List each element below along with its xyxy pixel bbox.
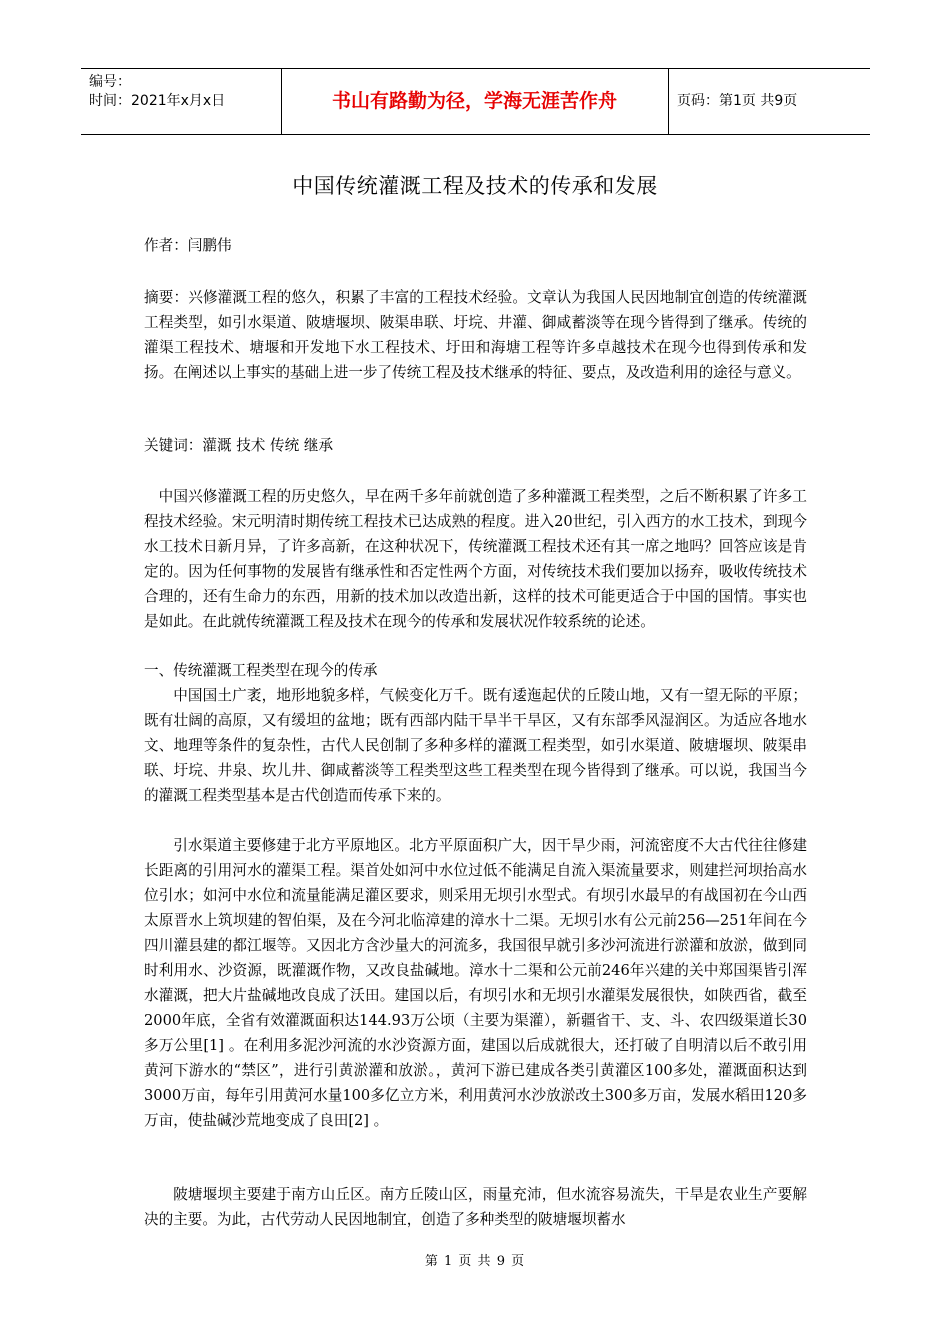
body-paragraph: 引水渠道主要修建于北方平原地区。北方平原面积广大，因干旱少雨，河流密度不大古代往往修建长距离的引用河水的灌渠工程。渠首处如河中水位过低不能满足自流入渠流量要求，则建拦河坝抬高水位引水；如河中水位和流量能满足灌区要求，则采用无坝引水型式。有坝引水最早的有战国初在今山西太原晋水上筑坝建的智伯渠，及在今河北临漳建的漳水十二渠。无坝引水有公元前256—251年间在今四川灌县建的都江堰等。又因北方含沙量大的河流多，我国很早就引多沙河流进行淤灌和放淤，做到同时利用水、沙资源，既灌溉作物，又改良盐碱地。漳水十二渠和公元前246年兴建的关中郑国渠皆引浑水灌溉，把大片盐碱地改良成了沃田。建国以后，有坝引水和无坝引水灌渠发展很快，如陕西省，截至2000年底，全省有效灌溉面积达144.93万公顷（主要为渠灌），新疆省干、支、斗、农四级渠道长30多万公里[1] 。在利用多泥沙河流的水沙资源方面，建国以后成就很大，还打破了自明清以后不敢引用黄河下游水的“禁区”，进行引黄淤灌和放淤。，黄河下游已建成各类引黄灌区100多处，灌溉面积达到3000万亩，每年引用黄河水量100多亿立方米，利用黄河水沙放淤改土300多万亩，发展水稻田120多万亩，使盐碱沙荒地变成了良田[2] 。 — [144, 837, 807, 1129]
author-line: 作者：闫鹏伟 — [144, 237, 232, 254]
abstract: 摘要：兴修灌溉工程的悠久，积累了丰富的工程技术经验。文章认为我国人民因地制宜创造的传统灌溉工程类型，如引水渠道、陂塘堰坝、陂渠串联、圩垸、井灌、御咸蓄淡等在现今皆得到了继承。传统的灌渠工程技术、塘堰和开发地下水工程技术、圩田和海塘工程等许多卓越技术在现今也得到传承和发扬。在阐述以上事实的基础上进一步了传统工程及技术继承的特征、要点，及改造利用的途径与意义。 — [144, 289, 807, 381]
intro-paragraph: 中国兴修灌溉工程的历史悠久，早在两千多年前就创造了多种灌溉工程类型，之后不断积累了许多工程技术经验。宋元明清时期传统工程技术已达成熟的程度。进入20世纪，引入西方的水工技术，到现今水工技术日新月异，了许多高新，在这种状况下，传统灌溉工程技术还有其一席之地吗？回答应该是肯定的。因为任何事物的发展皆有继承性和否定性两个方面，对传统技术我们要加以扬弃，吸收传统技术合理的，还有生命力的东西，用新的技术加以改造出新，这样的技术可能更适合于中国的国情。事实也是如此。在此就传统灌溉工程及技术在现今的传承和发展状况作较系统的论述。 — [144, 488, 807, 630]
header-page-info: 页码：第1页 共9页 — [677, 93, 798, 109]
document-title: 中国传统灌溉工程及技术的传承和发展 — [292, 174, 658, 198]
header-time-label: 时间：2021年x月x日 — [89, 93, 226, 109]
header-motto: 书山有路勤为径，学海无涯苦作舟 — [331, 90, 617, 112]
header-meta — [81, 69, 281, 134]
body-paragraph: 中国国土广袤，地形地貌多样，气候变化万千。既有逶迤起伏的丘陵山地，又有一望无际的平原；既有壮阔的高原，又有缓坦的盆地；既有西部内陆干旱半干旱区，又有东部季风湿润区。为适应各地水文、地理等条件的复杂性，古代人民创制了多种多样的灌溉工程类型，如引水渠道、陂塘堰坝、陂渠串联、圩垸、井泉、坎儿井、御咸蓄淡等工程类型这些工程类型在现今皆得到了继承。可以说，我国当今的灌溉工程类型基本是古代创造而传承下来的。 — [144, 687, 807, 804]
header-code-label: 编号： — [89, 74, 131, 90]
keywords: 关键词：灌溉 技术 传统 继承 — [144, 437, 334, 454]
document-header — [81, 68, 870, 135]
section-heading: 一、传统灌溉工程类型在现今的传承 — [144, 662, 378, 679]
page-footer: 第 1 页 共 9 页 — [424, 1254, 526, 1269]
body-paragraph: 陂塘堰坝主要建于南方山丘区。南方丘陵山区，雨量充沛，但水流容易流失，干旱是农业生产要解决的主要。为此，古代劳动人民因地制宜，创造了多种类型的陂塘堰坝蓄水 — [144, 1186, 807, 1228]
